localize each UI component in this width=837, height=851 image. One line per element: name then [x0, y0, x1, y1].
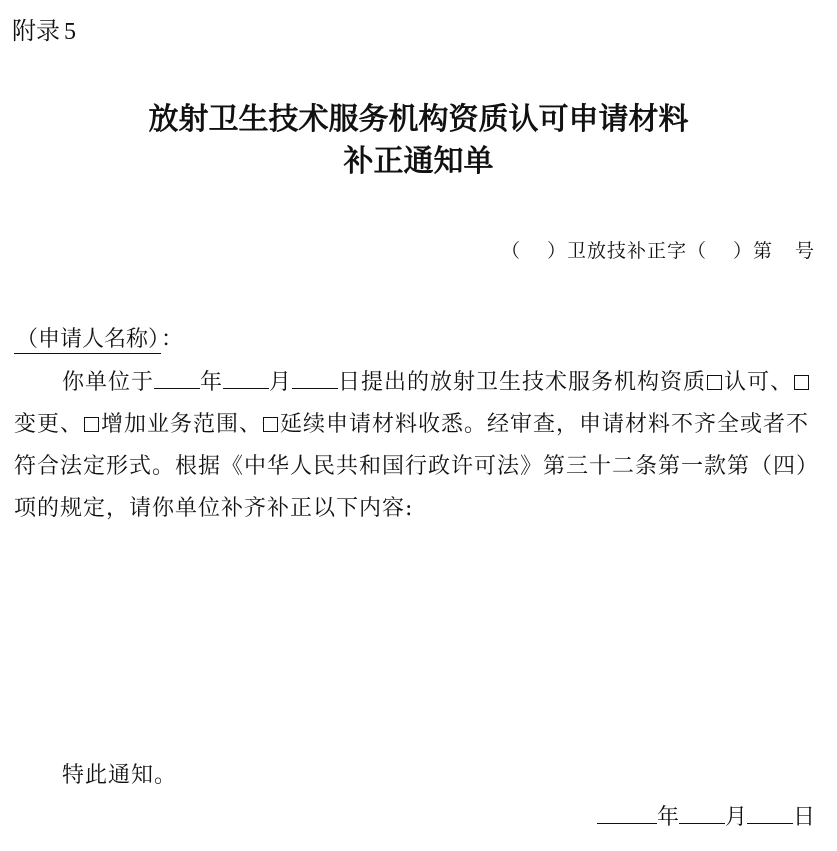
- date-year: 年: [656, 805, 679, 830]
- month-blank: [223, 366, 269, 389]
- closing-notice: 特此通知。: [62, 763, 178, 788]
- day-blank: [292, 366, 338, 389]
- document-number: [501, 236, 815, 266]
- option-renew: 延续申请材料收悉。经审查，申请材料不齐全或者不符合法定形式。根据《中华人民共和国行政许可法》第三十二条第一款第（四）项的规定，请你单位补齐补正以下内容:: [14, 412, 820, 521]
- appendix-text: 附录: [12, 17, 60, 45]
- date-day: 日: [792, 805, 815, 830]
- body-day-rest: 日提出的放射卫生技术服务机构资质: [338, 370, 707, 395]
- body-paragraph: [14, 362, 824, 530]
- document-title-line-1: 放射卫生技术服务机构资质认可申请材料: [148, 102, 689, 137]
- year-blank: [154, 366, 200, 389]
- addressee-line: [14, 322, 183, 358]
- document-title-line-2: 补正通知单: [343, 144, 494, 179]
- doc-number-hao: 号: [794, 240, 815, 262]
- add-scope-checkbox-icon: [84, 417, 99, 432]
- notice-body: [14, 362, 824, 530]
- date-day-blank: [747, 801, 793, 824]
- body-year: 年: [200, 370, 224, 395]
- body-start: 你单位于: [62, 370, 155, 395]
- doc-number-open: （: [500, 240, 521, 262]
- date-month: 月: [724, 805, 747, 830]
- option-approve: 认可、: [724, 370, 794, 395]
- body-month: 月: [269, 370, 293, 395]
- applicant-name-field: （申请人名称）: [16, 327, 160, 352]
- doc-number-di: ）第: [732, 240, 773, 262]
- change-checkbox-icon: [794, 375, 809, 390]
- option-add-scope: 增加业务范围、: [101, 412, 263, 437]
- appendix-number: 5: [64, 19, 76, 45]
- date-month-blank: [679, 801, 725, 824]
- date-year-blank: [597, 801, 657, 824]
- addressee-colon: ：: [161, 327, 184, 352]
- renew-checkbox-icon: [263, 417, 278, 432]
- doc-number-prefix: ）卫放技补正字（: [546, 240, 707, 262]
- approve-checkbox-icon: [707, 375, 722, 390]
- date-line: [597, 800, 815, 836]
- option-change: 变更、: [14, 412, 84, 437]
- appendix-label: [12, 14, 76, 49]
